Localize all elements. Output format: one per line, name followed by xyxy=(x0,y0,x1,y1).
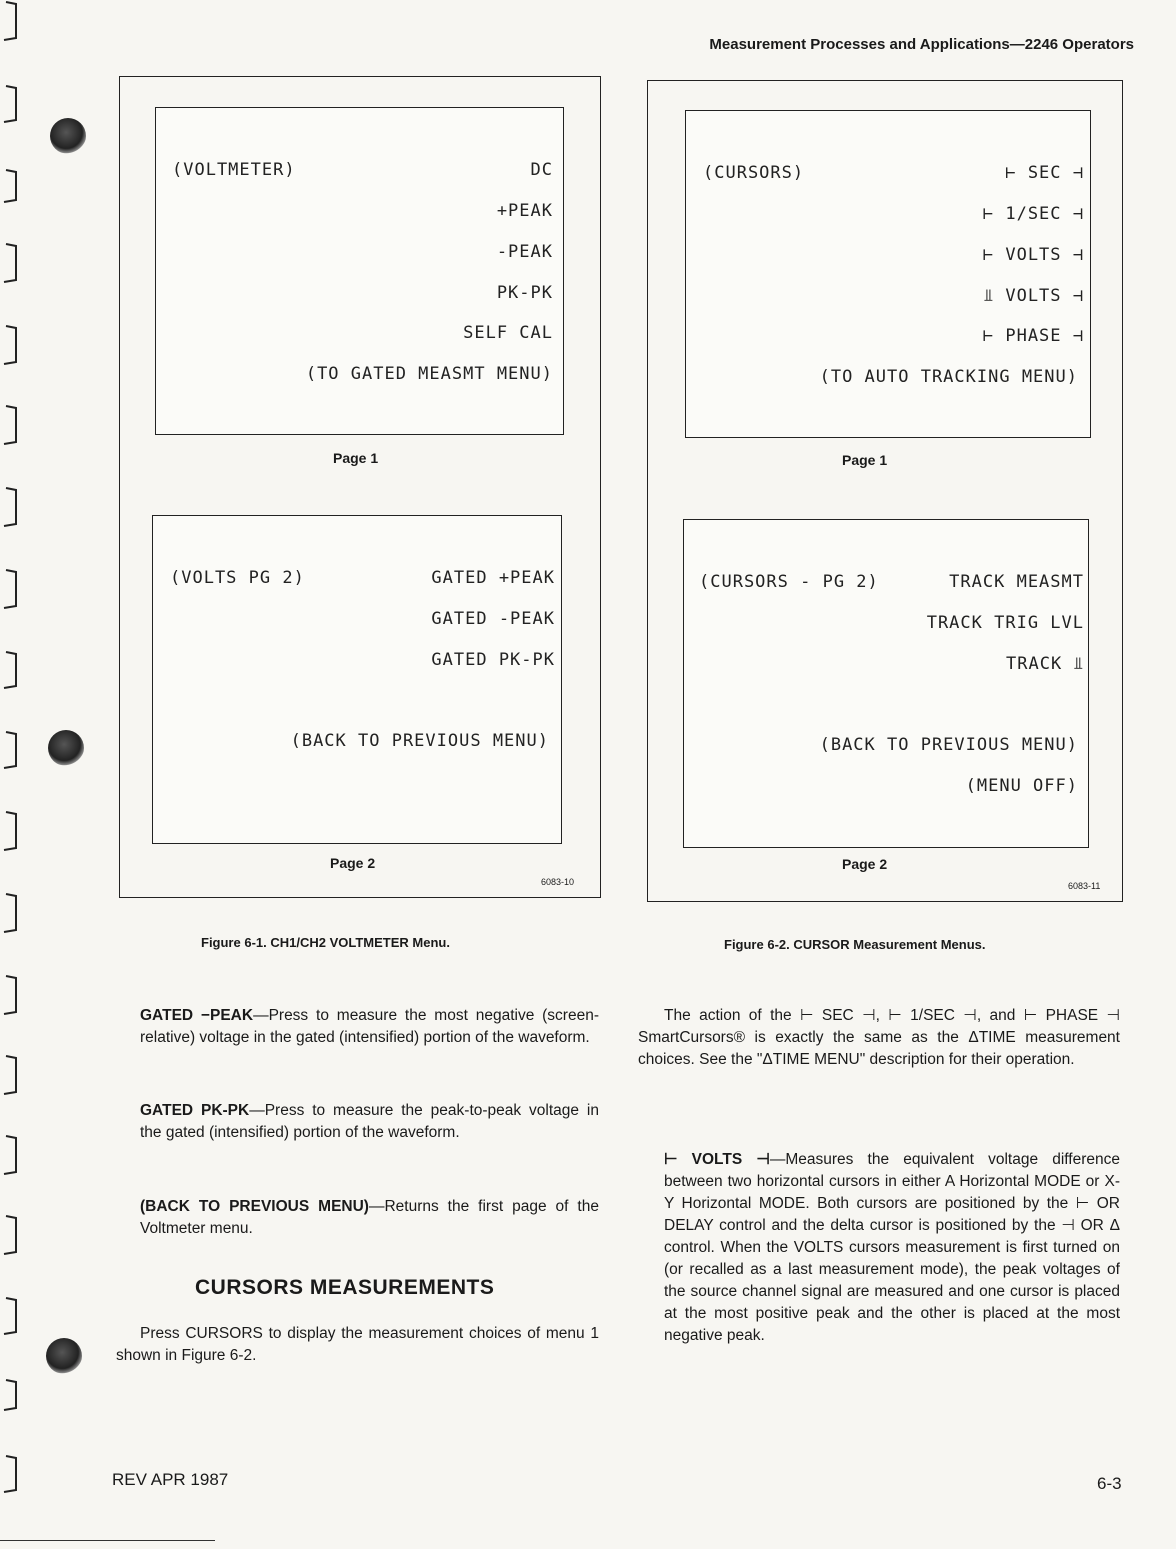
menu-item-track-measmt: TRACK MEASMT xyxy=(949,572,1084,592)
cursors-screen-page-1 xyxy=(685,110,1091,438)
menu-item-volts: ⊢ VOLTS ⊣ xyxy=(982,245,1084,265)
menu-item-to-gated: (TO GATED MEASMT MENU) xyxy=(305,364,553,384)
page-label: Page 2 xyxy=(842,856,888,872)
menu-item-dc: DC xyxy=(530,160,553,180)
screen-title: (CURSORS - PG 2) xyxy=(699,572,879,592)
paragraph-back-to-previous xyxy=(140,1196,599,1240)
term: ⊢ VOLTS ⊣ xyxy=(664,1151,770,1168)
menu-item-to-auto-tracking: (TO AUTO TRACKING MENU) xyxy=(819,367,1078,387)
description: —Press to measure the peak-to-peak voltage in the gated (intensified) portion of the waveform. xyxy=(140,1102,599,1141)
menu-item-tracking-volts: ⫫ VOLTS ⊣ xyxy=(983,286,1084,306)
binder-hole-middle xyxy=(48,730,84,766)
paragraph-gated-pk-pk xyxy=(140,1100,599,1144)
voltmeter-screen-page-2 xyxy=(152,515,562,844)
menu-item-track-tracking: TRACK ⫫ xyxy=(1006,654,1084,674)
page-label: Page 2 xyxy=(330,855,376,871)
menu-item-phase: ⊢ PHASE ⊣ xyxy=(982,326,1084,346)
figure-2-caption: Figure 6-2. CURSOR Measurement Menus. xyxy=(724,937,986,952)
term: (BACK TO PREVIOUS MENU) xyxy=(140,1198,369,1215)
description: —Press to measure the most negative (screen-relative) voltage in the gated (intensified) portion of the waveform. xyxy=(140,1007,599,1046)
voltmeter-screen-page-1 xyxy=(155,107,564,435)
menu-item-pk-pk: PK-PK xyxy=(496,283,553,303)
binder-marks xyxy=(0,0,24,1544)
page-label: Page 1 xyxy=(333,450,379,466)
section-heading: CURSORS MEASUREMENTS xyxy=(195,1276,495,1299)
binder-hole-bottom xyxy=(46,1338,82,1374)
bottom-rule xyxy=(0,1540,215,1541)
menu-item-1-sec: ⊢ 1/SEC ⊣ xyxy=(982,204,1084,224)
menu-item-gated-minus-peak: GATED -PEAK xyxy=(431,609,555,629)
menu-item-back: (BACK TO PREVIOUS MENU) xyxy=(819,735,1078,755)
term: GATED −PEAK xyxy=(140,1007,254,1024)
menu-item-menu-off: (MENU OFF) xyxy=(965,776,1078,796)
figure-number: 6083-11 xyxy=(1068,881,1101,891)
screen-title: (VOLTS PG 2) xyxy=(170,568,305,588)
page-number: 6-3 xyxy=(1097,1474,1122,1493)
menu-item-minus-peak: -PEAK xyxy=(496,242,553,262)
paragraph-volts-cursor xyxy=(664,1149,1120,1347)
paragraph-gated-minus-peak xyxy=(140,1005,599,1049)
menu-item-track-trig-lvl: TRACK TRIG LVL xyxy=(926,613,1084,633)
paragraph-cursors-intro: Press CURSORS to display the measurement choices of menu 1 shown in Figure 6-2. xyxy=(116,1325,599,1364)
menu-item-self-cal: SELF CAL xyxy=(463,323,553,343)
cursors-screen-page-2 xyxy=(683,519,1089,848)
menu-item-plus-peak: +PEAK xyxy=(496,201,553,221)
screen-title: (CURSORS) xyxy=(703,163,805,183)
figure-number: 6083-10 xyxy=(541,877,575,887)
running-header: Measurement Processes and Applications—2246 Operators xyxy=(709,36,1134,53)
menu-item-gated-plus-peak: GATED +PEAK xyxy=(431,568,555,588)
menu-item-gated-pk-pk: GATED PK-PK xyxy=(431,650,555,670)
footer-revision: REV APR 1987 xyxy=(112,1470,229,1489)
description: —Returns the first page of the Voltmeter menu. xyxy=(140,1198,599,1237)
menu-item-back: (BACK TO PREVIOUS MENU) xyxy=(290,731,549,751)
binder-hole-top xyxy=(50,118,86,154)
paragraph-smartcursors: The action of the ⊢ SEC ⊣, ⊢ 1/SEC ⊣, and ⊢ PHASE ⊣ SmartCursors® is exactly the same as the ΔTIME measurement choices. See the "ΔTIME MENU" description for their operation. xyxy=(638,1007,1120,1068)
description: —Measures the equivalent voltage difference between two horizontal cursors in either A Horizontal MODE or X-Y Horizontal MODE. Both cursors are positioned by the ⊢ OR DELAY control and the delta cursor is positioned by the ⊣ OR Δ control. When the VOLTS cursors measurement is first turned on (or recalled as a last measurement mode), the peak voltages of the source channel signal are measured and one cursor is placed at the most positive peak and the other is placed at the most negative peak. xyxy=(664,1151,1121,1344)
menu-item-sec: ⊢ SEC ⊣ xyxy=(1005,163,1084,183)
figure-1-caption: Figure 6-1. CH1/CH2 VOLTMETER Menu. xyxy=(201,935,450,950)
term: GATED PK-PK xyxy=(140,1102,250,1119)
page-label: Page 1 xyxy=(842,452,888,468)
screen-title: (VOLTMETER) xyxy=(172,160,296,180)
